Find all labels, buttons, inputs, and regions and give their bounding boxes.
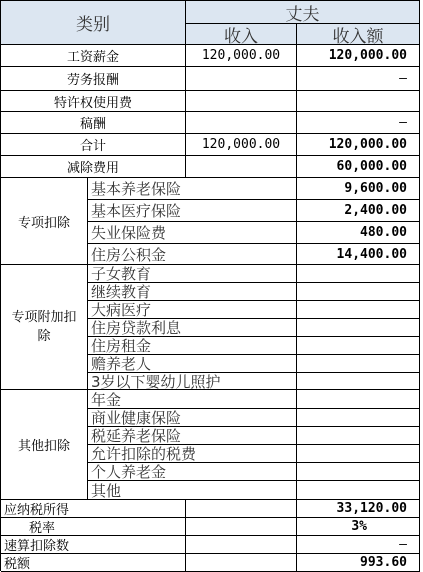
quick-deduction-blank (186, 536, 297, 554)
additional-item-label: 大病医疗 (88, 301, 297, 319)
other-item-amount (297, 463, 420, 481)
row-deduction-fee-income (186, 156, 297, 178)
other-item-label: 年金 (88, 390, 297, 409)
other-item-amount (297, 481, 420, 500)
other-item-amount (297, 427, 420, 445)
additional-item-label: 继续教育 (88, 283, 297, 301)
row-deduction-fee-label: 减除费用 (1, 156, 186, 178)
additional-item-amount (297, 319, 420, 337)
tax-rate-blank (186, 518, 297, 536)
additional-item-label: 住房贷款利息 (88, 319, 297, 337)
taxable-income-blank (186, 500, 297, 518)
row-total-label: 合计 (1, 134, 186, 156)
row-total-income: 120,000.00 (186, 134, 297, 156)
tax-amount-blank (186, 554, 297, 572)
taxable-income-amount: 33,120.00 (297, 500, 420, 518)
additional-item-amount (297, 337, 420, 355)
additional-item-label: 住房租金 (88, 337, 297, 355)
header-person: 丈夫 (186, 1, 420, 24)
other-item-label: 商业健康保险 (88, 409, 297, 427)
row-salary-amount: 120,000.00 (297, 45, 420, 67)
special-item-amount: 14,400.00 (297, 244, 420, 265)
other-item-label: 税延养老保险 (88, 427, 297, 445)
additional-item-label: 赡养老人 (88, 355, 297, 373)
tax-rate-label: 税率 (1, 518, 186, 536)
row-total-amount: 120,000.00 (297, 134, 420, 156)
header-category: 类别 (1, 1, 186, 45)
special-item-amount: 9,600.00 (297, 178, 420, 200)
other-item-label: 其他 (88, 481, 297, 500)
tax-amount-value: 993.60 (297, 554, 420, 572)
other-item-label: 个人养老金 (88, 463, 297, 481)
row-royalty-income (186, 91, 297, 112)
other-item-amount (297, 390, 420, 409)
other-item-amount (297, 409, 420, 427)
row-manuscript-income (186, 112, 297, 134)
tax-rate-value: 3% (297, 518, 420, 536)
special-item-label: 失业保险费 (88, 222, 297, 244)
special-deduction-title: 专项扣除 (1, 178, 88, 265)
special-item-amount: 480.00 (297, 222, 420, 244)
header-income-amount: 收入额 (297, 24, 420, 45)
other-deduction-title: 其他扣除 (1, 390, 88, 500)
quick-deduction-label: 速算扣除数 (1, 536, 186, 554)
additional-item-amount (297, 355, 420, 373)
taxable-income-label: 应纳税所得 (1, 500, 186, 518)
row-deduction-fee-amount: 60,000.00 (297, 156, 420, 178)
other-item-amount (297, 445, 420, 463)
row-labor-income (186, 67, 297, 91)
additional-item-label: 子女教育 (88, 265, 297, 283)
additional-deduction-title: 专项附加扣除 (1, 265, 88, 390)
row-royalty-label: 特许权使用费 (1, 91, 186, 112)
additional-item-amount (297, 283, 420, 301)
additional-item-amount (297, 301, 420, 319)
quick-deduction-value: – (297, 536, 420, 554)
row-salary-income: 120,000.00 (186, 45, 297, 67)
tax-amount-label: 税额 (1, 554, 186, 572)
special-item-amount: 2,400.00 (297, 200, 420, 222)
special-item-label: 基本医疗保险 (88, 200, 297, 222)
additional-item-amount (297, 373, 420, 390)
row-manuscript-amount: – (297, 112, 420, 134)
other-item-label: 允许扣除的税费 (88, 445, 297, 463)
additional-item-amount (297, 265, 420, 283)
special-item-label: 基本养老保险 (88, 178, 297, 200)
header-income: 收入 (186, 24, 297, 45)
row-manuscript-label: 稿酬 (1, 112, 186, 134)
row-salary-label: 工资薪金 (1, 45, 186, 67)
row-labor-amount: – (297, 67, 420, 91)
special-item-label: 住房公积金 (88, 244, 297, 265)
row-labor-label: 劳务报酬 (1, 67, 186, 91)
row-royalty-amount (297, 91, 420, 112)
additional-item-label: 3岁以下婴幼儿照护 (88, 373, 297, 390)
